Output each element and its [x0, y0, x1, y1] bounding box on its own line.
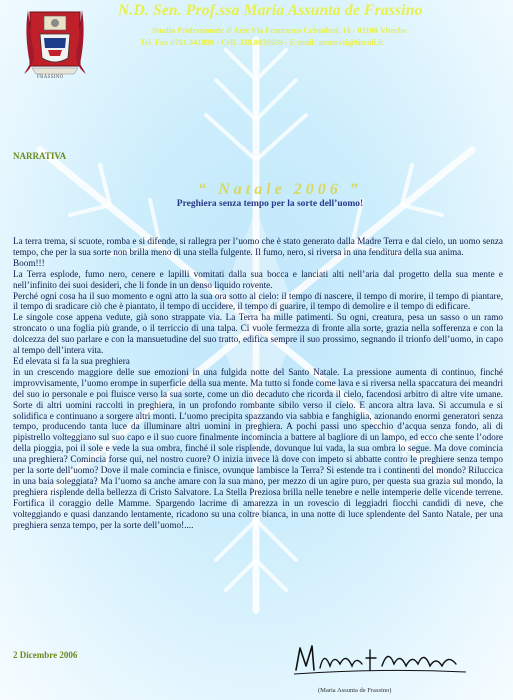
- document-subtitle: Preghiera senza tempo per la sorte dell’uomo!: [176, 199, 364, 209]
- signature-caption: (Maria Assunta de Frassino): [318, 687, 392, 694]
- letterhead-contacts: Tel. Fax 0761.341898 - Cell. 339.8036939 - E-mail: arsnovti@tiscali.it: [140, 38, 384, 47]
- paragraph: Le singole cose appena vedute, già sono strappate via. La Terra ha mille patimenti. Su ogni, creatura, pesa un sasso o un ramo stroncato o una foglia più grande, o il terriccio di una talpa. Ci vuole fermezza di fronte alla sorte, grazia nella sofferenza e con la dolcezza del suo parlare e con la mansuetudine del suo tratto, edifica sempre il suo prossimo, segnando il trionfo dell’uomo, in capo al tempo dell’intera vita.: [13, 312, 503, 356]
- letterhead-title: N.D. Sen. Prof.ssa Maria Assunta de Frassino: [118, 2, 423, 19]
- paragraph: Boom!!!: [13, 257, 45, 268]
- letterhead-address: Studio Professionale d'Arte Via Francesco Cristofori, 16 - 01100 Viterbo: [152, 26, 407, 35]
- document-title: “ Natale 2006 ”: [198, 181, 362, 198]
- paragraph: Ed elevata si fa la sua preghiera: [13, 355, 130, 366]
- paragraph: Perché ogni cosa ha il suo momento e ogni atto la sua ora sotto al cielo: il tempo di nascere, il tempo di morire, il tempo di piantare, il tempo di sradicare ciò che è piantato, il tempo di uccidere, il tempo di guarire, il tempo di demolire e il tempo di edificare.: [13, 290, 503, 312]
- coat-of-arms-logo: [24, 4, 86, 94]
- paragraph: La Terra esplode, fumo nero, cenere e lapilli vomitati dalla sua bocca e lanciati alti nell’aria dal progetto della sua mente e nell’infinito dei suoi desideri, che li fonde in un denso liquido rovente.: [13, 268, 503, 290]
- document-date: 2 Dicembre 2006: [13, 650, 78, 660]
- paragraph: in un crescendo maggiore delle sue emozioni in una fulgida notte del Santo Natale. La pressione aumenta di continuo, finché improvvisamente, l’uomo erompe in superficie della sua mente. Ma tutto si fonde come lava e si riversa nella spaccatura dei meandri del suo io personale e poi fluisce verso la sua sorte, come un dio decaduto che ricorda il cielo, facendosi arbitro di altre vite umane. Sorte di altri uomini raccolti in preghiera, in un profondo rombante sibilo verso il cielo. E ancora altra lava. Si accumula e si solidifica e continuano a sorgere altri monti. L’uomo precipita spazzando via sabbia e fanghiglia, azionando enormi generatori senza tempo, producendo tanta luce da illuminare altri uomini in preghiera. A pochi passi uno specchio d’acqua senza fondo, ali di pipistrello volteggiano sul suo capo e il suo cuore finalmente incomincia a battere al bagliore di un lampo, ed ecco che sente l’odore della pioggia, poi il sole e vede la sua ombra, finché il sole risplende, dovunque lui vada, la sua ombra lo segue. Ma dove comincia una preghiera? Comincia forse qui, nel nostro cuore? O inizia invece là dove con impeto si abbatte contro le preghiere senza tempo per la sorte dell’uomo? Dove il male comincia e finisce, ovunque lambisce la Terra? Si estende tra i continenti del mondo? Riluccica in una baia soleggiata? Ma l’uomo sa anche amare con la sua mano, per mezzo di un agire puro, per questa sua grazia sul mondo, la preghiera risplende della bellezza di Cristo Salvatore. La Stella Preziosa brilla nelle tenebre e nelle intemperie delle vicende terrene. Fortifica il coraggio delle Mamme. Spargendo lacrime di amarezza in un rovescio di leggiadri fiocchi candidi di neve, che volteggiando e quasi danzando lentamente, ricadono su una coltre bianca, in una notte di luce splendente del Santo Natale, per una preghiera senza tempo, per la sorte dell’uomo!....: [13, 366, 503, 530]
- section-label: NARRATIVA: [13, 151, 67, 161]
- handwritten-signature: [290, 640, 470, 678]
- narrative-body: [13, 236, 503, 530]
- paragraph: La terra trema, si scuote, romba e si difende, si rallegra per l’uomo che è stato generato dalla Madre Terra e dal cielo, un uomo senza tempo, che per la sua sorte non brilla meno di una stella fulgente. Il fumo, nero, si riversa in una fenditura della sua anima.: [13, 236, 503, 257]
- crest-label: FRASSINO: [37, 75, 64, 80]
